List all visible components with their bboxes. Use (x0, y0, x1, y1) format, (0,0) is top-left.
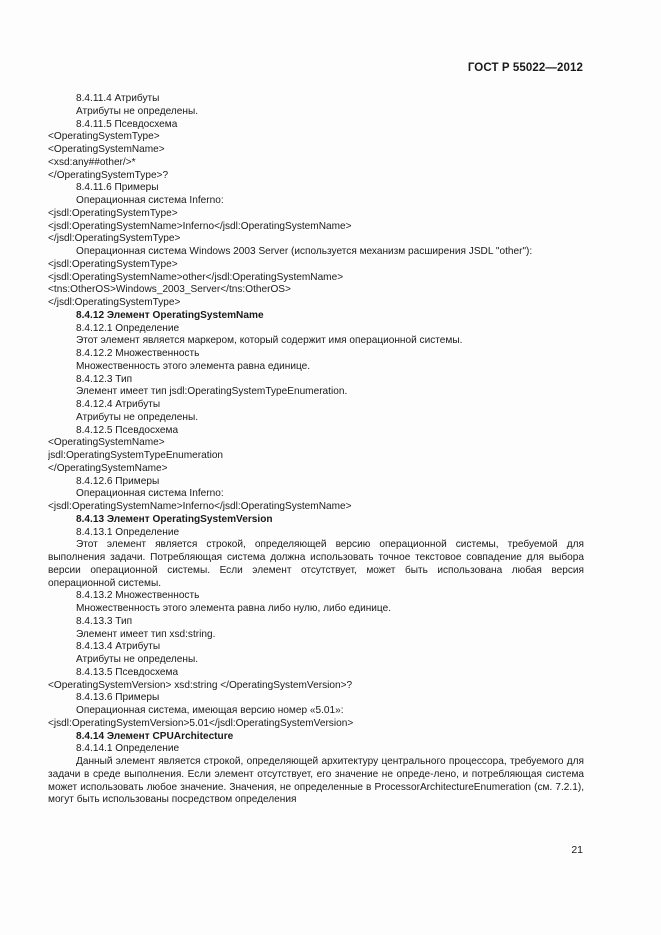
text-line: 8.4.12.6 Примеры (76, 475, 160, 487)
code-line: </OperatingSystemName> (48, 462, 168, 474)
section-heading: 8.4.13 Элемент OperatingSystemVersion (76, 513, 273, 525)
text-line: 8.4.13.1 Определение (76, 526, 180, 538)
code-line: <jsdl:OperatingSystemVersion>5.01</jsdl:OperatingSystemVersion> (48, 717, 354, 729)
code-line: jsdl:OperatingSystemTypeEnumeration (48, 450, 224, 461)
section-heading: 8.4.12 Элемент OperatingSystemName (76, 309, 264, 321)
text-line: 8.4.13.4 Атрибуты (76, 641, 161, 653)
code-line: <jsdl:OperatingSystemName>other</jsdl:OperatingSystemName> (48, 271, 344, 283)
text-line: 8.4.12.1 Определение (76, 322, 180, 334)
text-line: Элемент имеет тип xsd:string. (76, 628, 216, 640)
code-line: <xsd:any##other/>* (48, 156, 136, 168)
code-line: </OperatingSystemType>? (48, 169, 169, 181)
text-line: 8.4.13.6 Примеры (76, 692, 160, 704)
text-line: 8.4.14.1 Определение (76, 743, 180, 755)
code-line: </jsdl:OperatingSystemType> (48, 233, 181, 245)
text-line: Этот элемент является маркером, который содержит имя операционной системы. (76, 335, 463, 347)
code-line: <OperatingSystemType> (48, 131, 160, 143)
text-line: 8.4.12.4 Атрибуты (76, 399, 161, 410)
text-line: Операционная система Inferno: (76, 195, 224, 206)
text-line: 8.4.11.5 Псевдосхема (76, 118, 178, 130)
text-line: Множественность этого элемента равна единице. (76, 360, 311, 372)
section-heading: 8.4.14 Элемент CPUArchitecture (76, 730, 234, 742)
code-line: </jsdl:OperatingSystemType> (48, 297, 181, 308)
text-line: Множественность этого элемента равна либо нулю, либо единице. (76, 603, 392, 614)
text-line: Операционная система, имеющая версию номер «5.01»: (76, 705, 344, 716)
page-body (48, 93, 584, 807)
text-line: 8.4.11.4 Атрибуты (76, 93, 160, 104)
paragraph: Этот элемент является строкой, определяющей версию операционной системы, требуемой для выполнения задачи. Потребляющая система должна использовать точное текстовое совпадение для выбора версии операционной системы. Если элемент отсутствует, может быть использована любая версия операционной системы. (48, 539, 584, 589)
paragraph: Данный элемент является строкой, определяющей архитектуру центрального процессора, требуемого для задачи в среде выполнения. Если элемент отсутствует, его значение не опреде-лено, и потребляющая система может использовать любое значение. Значения, не определенные в ProcessorArchitectureEnumeration (см. 7.2.1), могут быть использованы посредством определения (48, 756, 584, 806)
text-line: 8.4.13.3 Тип (76, 615, 133, 627)
document-code: ГОСТ Р 55022—2012 (467, 62, 583, 74)
text-line: 8.4.12.5 Псевдосхема (76, 424, 179, 436)
text-line: Элемент имеет тип jsdl:OperatingSystemTypeEnumeration. (76, 386, 348, 398)
code-line: <OperatingSystemName> (48, 144, 165, 155)
code-line: <jsdl:OperatingSystemName>Inferno</jsdl:OperatingSystemName> (48, 220, 352, 232)
code-line: <tns:OtherOS>Windows_2003_Server</tns:OtherOS> (48, 284, 291, 296)
code-line: <jsdl:OperatingSystemType> (48, 207, 178, 219)
text-line: Атрибуты не определены. (76, 105, 199, 117)
text-line: 8.4.12.3 Тип (76, 373, 133, 385)
text-line: 8.4.13.2 Множественность (76, 590, 200, 602)
text-line: Операционная система Inferno: (76, 488, 224, 500)
text-line: 8.4.13.5 Псевдосхема (76, 666, 179, 678)
code-line: <OperatingSystemVersion> xsd:string </OperatingSystemVersion>? (48, 679, 353, 691)
text-line: Атрибуты не определены. (76, 411, 199, 423)
code-line: <jsdl:OperatingSystemName>Inferno</jsdl:OperatingSystemName> (48, 501, 352, 512)
code-line: <OperatingSystemName> (48, 437, 165, 449)
page-number: 21 (571, 844, 583, 856)
text-line: Атрибуты не определены. (76, 654, 199, 665)
text-line: 8.4.11.6 Примеры (76, 182, 159, 194)
text-line: 8.4.12.2 Множественность (76, 348, 200, 359)
code-line: <jsdl:OperatingSystemType> (48, 258, 178, 270)
text-line: Операционная система Windows 2003 Server (используется механизм расширения JSDL "other"): (76, 246, 533, 257)
